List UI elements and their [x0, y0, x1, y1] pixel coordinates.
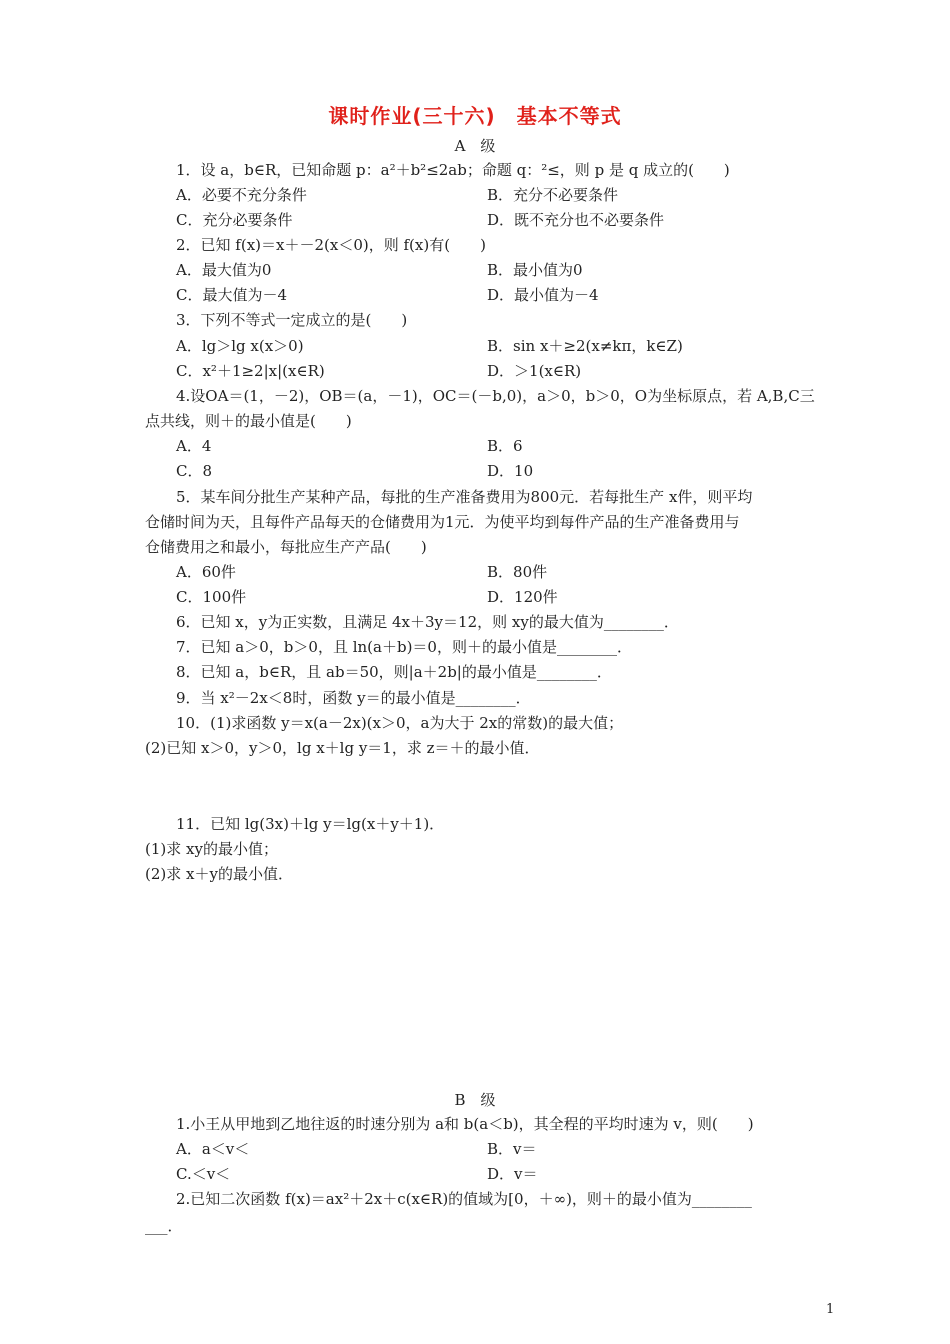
question-a1: 1．设 a，b∈R，已知命题 p：a²＋b²≤2ab；命题 q：²≤，则 p 是 q 成立的( ): [176, 161, 730, 179]
option: D．10: [487, 462, 534, 480]
question-b2-line2: ___．: [145, 1217, 183, 1235]
option: C.＜v＜: [176, 1165, 231, 1183]
option: B．充分不必要条件: [487, 186, 619, 204]
question-a5-line1: 5．某车间分批生产某种产品，每批的生产准备费用为800元．若每批生产 x件，则平均: [176, 488, 753, 506]
option: D．v＝: [487, 1165, 538, 1183]
section-a-heading: A 级: [454, 137, 496, 155]
option: A．4: [176, 437, 212, 455]
question-a5-line2: 仓储时间为天，且每件产品每天的仓储费用为1元．为使平均到每件产品的生产准备费用与: [145, 513, 740, 531]
question-a11-part1: (1)求 xy的最小值；: [145, 840, 278, 858]
option: D．既不充分也不必要条件: [487, 211, 665, 229]
page-title: 课时作业(三十六) 基本不等式: [328, 104, 622, 128]
option: A．lg＞lg x(x＞0): [176, 337, 304, 355]
option: D．＞1(x∈R): [487, 362, 582, 380]
option: D．120件: [487, 588, 558, 606]
question-a10: 10．(1)求函数 y＝x(a－2x)(x＞0，a为大于 2x的常数)的最大值；: [176, 714, 624, 732]
question-a6: 6．已知 x，y为正实数，且满足 4x＋3y＝12，则 xy的最大值为________．: [176, 613, 679, 631]
question-a3: 3．下列不等式一定成立的是( ): [176, 311, 408, 329]
option: B．最小值为0: [487, 261, 583, 279]
option: C．100件: [176, 588, 247, 606]
question-a11-part2: (2)求 x＋y的最小值．: [145, 865, 293, 883]
option: C．充分必要条件: [176, 211, 293, 229]
option: D．最小值为－4: [487, 286, 599, 304]
question-a10-part2: (2)已知 x＞0，y＞0，lg x＋lg y＝1，求 z＝＋的最小值．: [145, 739, 540, 757]
option: C．x²＋1≥2|x|(x∈R): [176, 362, 325, 380]
question-b2-line1: 2.已知二次函数 f(x)＝ax²＋2x＋c(x∈R)的值域为[0，＋∞)，则＋的最小值为________: [176, 1190, 752, 1208]
question-a2: 2．已知 f(x)＝x＋－2(x＜0)，则 f(x)有( ): [176, 236, 486, 254]
option: C．8: [176, 462, 213, 480]
option: C．最大值为－4: [176, 286, 288, 304]
page-number: 1: [826, 1302, 835, 1317]
question-a7: 7．已知 a＞0，b＞0，且 ln(a＋b)＝0，则＋的最小值是________．: [176, 638, 632, 656]
option: A．60件: [176, 563, 236, 581]
question-a11: 11．已知 lg(3x)＋lg y＝lg(x＋y＋1)．: [176, 815, 445, 833]
question-a5-line3: 仓储费用之和最小，每批应生产产品( ): [145, 538, 427, 556]
question-a8: 8．已知 a，b∈R，且 ab＝50，则|a＋2b|的最小值是________．: [176, 663, 612, 681]
option: B．sin x＋≥2(x≠kπ，k∈Z): [487, 337, 683, 355]
question-a4-line2: 点共线，则＋的最小值是( ): [145, 412, 352, 430]
section-b-heading: B 级: [454, 1091, 496, 1109]
option: A．最大值为0: [176, 261, 272, 279]
option: B．6: [487, 437, 523, 455]
option: B．v＝: [487, 1140, 537, 1158]
option: A．必要不充分条件: [176, 186, 307, 204]
option: A．a＜v＜: [176, 1140, 250, 1158]
question-b1: 1.小王从甲地到乙地往返的时速分别为 a和 b(a＜b)，其全程的平均时速为 v，则( ): [176, 1115, 754, 1133]
option: B．80件: [487, 563, 548, 581]
question-a9: 9．当 x²－2x＜8时，函数 y＝的最小值是________．: [176, 689, 531, 707]
question-a4-line1: 4.设OA＝(1，－2)，OB＝(a，－1)，OC＝(－b,0)，a＞0，b＞0，O为坐标原点，若 A,B,C三: [176, 387, 815, 405]
